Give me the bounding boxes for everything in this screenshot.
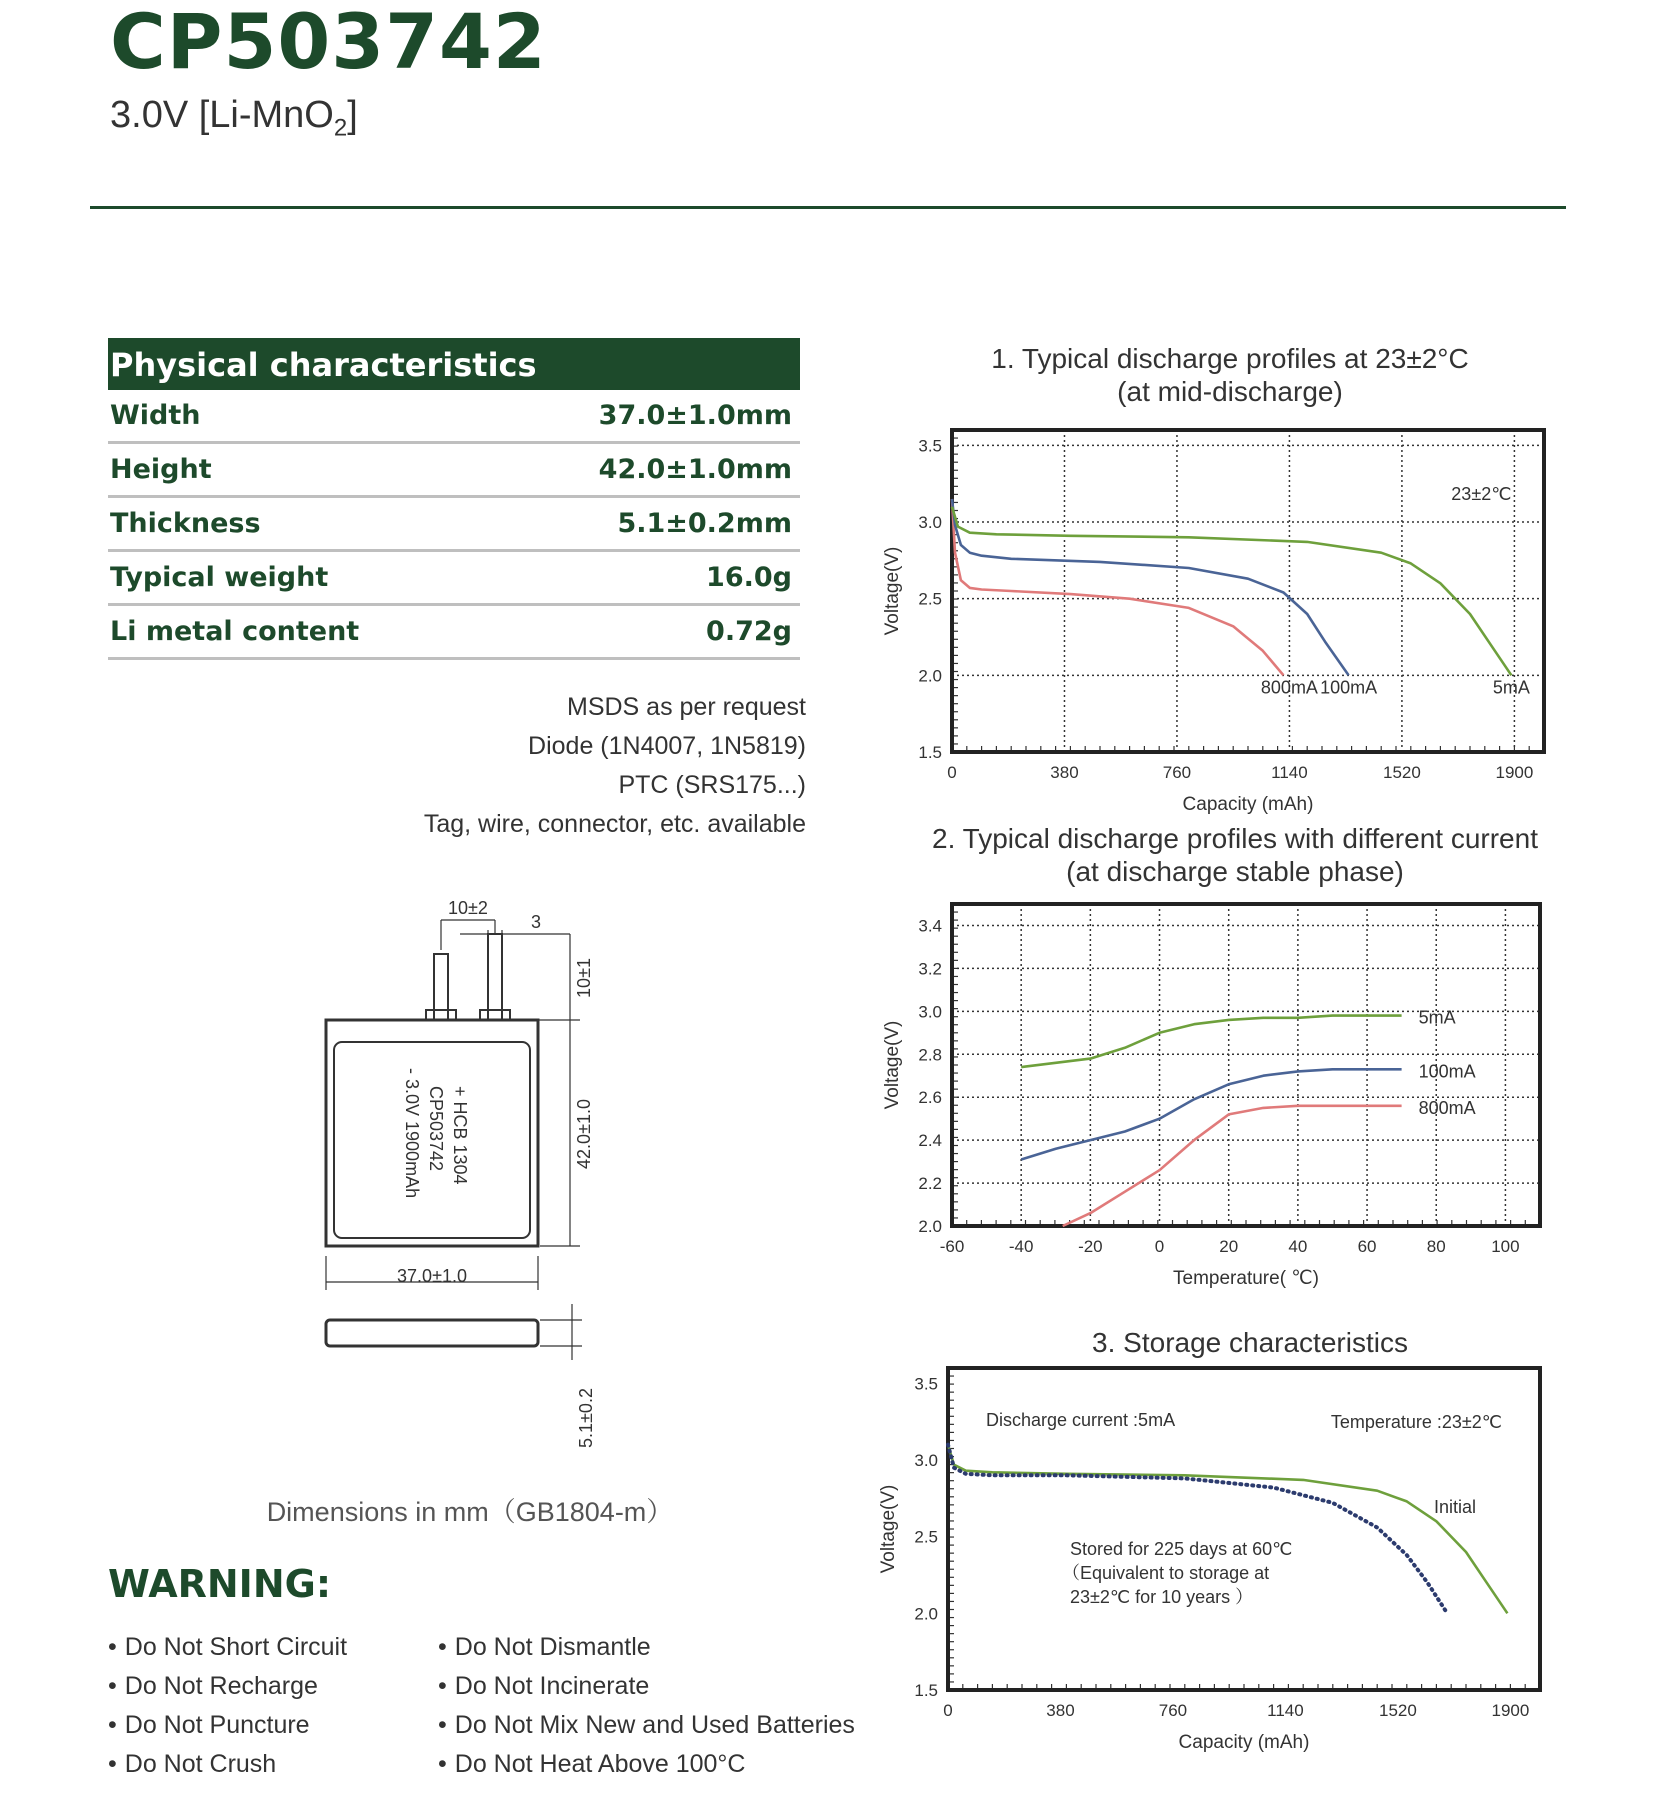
physical-characteristics-table <box>108 338 800 660</box>
y-tick-label: 2.2 <box>918 1174 942 1194</box>
y-tick-label: 2.0 <box>914 1604 938 1624</box>
y-tick-label: 2.8 <box>918 1045 942 1065</box>
y-tick-label: 3.4 <box>918 916 942 936</box>
cell-side-view <box>326 1320 538 1346</box>
x-axis-label: Capacity (mAh) <box>1182 794 1314 815</box>
warning-title: WARNING: <box>108 1562 332 1606</box>
x-tick-label: 1140 <box>1271 763 1308 782</box>
list-item: • Do Not Heat Above 100°C <box>438 1745 855 1784</box>
note-line: PTC (SRS175...) <box>618 771 806 799</box>
table-row <box>108 444 800 498</box>
x-tick-label: 0 <box>1154 1237 1165 1256</box>
annotation-initial: Initial <box>1433 1497 1476 1517</box>
y-tick-label: 2.6 <box>918 1088 942 1108</box>
y-tick-label: 3.5 <box>918 436 942 456</box>
product-title: CP503742 <box>110 0 547 86</box>
y-tick-label: 1.5 <box>918 743 942 762</box>
note-line: Tag, wire, connector, etc. available <box>423 810 806 838</box>
x-tick-label: 20 <box>1219 1237 1239 1256</box>
y-tick-label: 2.5 <box>914 1527 938 1547</box>
chart3-title-block <box>950 1326 1550 1359</box>
row-value: 42.0±1.0mm <box>598 454 792 485</box>
chart3-title: 3. Storage characteristics <box>1092 1327 1408 1358</box>
chart1-title: 1. Typical discharge profiles at 23±2°C <box>991 343 1469 374</box>
x-tick-label: 380 <box>1050 763 1079 782</box>
note-line: Diode (1N4007, 1N5819) <box>528 732 806 760</box>
list-item: • Do Not Recharge <box>108 1667 347 1706</box>
warning-list-1 <box>108 1628 347 1784</box>
x-tick-label: -40 <box>1008 1237 1034 1256</box>
series-label: 5mA <box>1492 677 1530 698</box>
y-tick-label: 3.2 <box>918 959 942 979</box>
series-label: 100mA <box>1320 677 1378 698</box>
dim-height: 42.0±1.0 <box>574 1099 594 1169</box>
x-tick-label: 0 <box>943 1701 953 1720</box>
annotation-equivalent: （Equivalent to storage at <box>1062 1563 1270 1583</box>
y-tick-label: 2.0 <box>918 1217 942 1236</box>
chart1-subtitle: (at mid-discharge) <box>1117 376 1343 407</box>
dimension-drawing <box>300 890 600 1480</box>
y-axis-label: Voltage(V) <box>878 1484 899 1574</box>
list-item: • Do Not Dismantle <box>438 1628 855 1667</box>
warning-list-2 <box>438 1628 855 1784</box>
chart2-title: 2. Typical discharge profiles with different current <box>932 823 1538 854</box>
dimensions-caption: Dimensions in mm（GB1804-m） <box>266 1497 674 1527</box>
dim-tab-length: 10±1 <box>574 958 594 998</box>
x-tick-label: 40 <box>1288 1237 1308 1256</box>
x-tick-label: -20 <box>1078 1237 1103 1256</box>
cell-label-line3: - 3.0V 1900mAh <box>402 1068 422 1199</box>
subtitle-end: ] <box>347 94 358 136</box>
series-line <box>948 1445 1445 1611</box>
x-tick-label: 0 <box>947 763 957 782</box>
y-tick-label: 3.0 <box>918 513 942 532</box>
series-label: 100mA <box>1418 1061 1476 1082</box>
row-label: Typical weight <box>110 562 329 593</box>
annotation-stored: Stored for 225 days at 60℃ <box>1070 1539 1293 1559</box>
row-label: Height <box>110 454 212 485</box>
list-item: • Do Not Puncture <box>108 1706 347 1745</box>
dim-thickness: 5.1±0.2 <box>576 1388 596 1448</box>
annotation-current: Discharge current :5mA <box>986 1410 1176 1430</box>
y-tick-label: 1.5 <box>914 1681 938 1700</box>
tab-positive <box>488 934 502 1020</box>
table-row <box>108 390 800 444</box>
dim-tab-spacing: 10±2 <box>448 898 488 918</box>
options-notes <box>360 688 806 844</box>
series-line <box>1063 1106 1402 1226</box>
x-tick-label: 760 <box>1162 763 1192 782</box>
table-row <box>108 552 800 606</box>
list-item: • Do Not Short Circuit <box>108 1628 347 1667</box>
cell-label-line2: CP503742 <box>426 1086 446 1172</box>
plot-frame <box>952 430 1544 752</box>
row-label: Thickness <box>110 508 261 539</box>
row-value: 37.0±1.0mm <box>598 400 792 431</box>
series-line <box>952 499 1284 675</box>
series-label: 5mA <box>1418 1007 1456 1028</box>
row-label: Width <box>110 400 201 431</box>
table-row <box>108 606 800 660</box>
x-tick-label: 1520 <box>1379 1701 1417 1720</box>
row-value: 0.72g <box>706 616 792 647</box>
y-tick-label: 3.0 <box>914 1451 938 1470</box>
dim-width: 37.0±1.0 <box>397 1266 467 1286</box>
x-tick-label: 100 <box>1491 1237 1520 1256</box>
chart2-title-block <box>920 822 1550 888</box>
y-axis-label: Voltage(V) <box>882 1020 903 1110</box>
list-item: • Do Not Mix New and Used Batteries <box>438 1706 855 1745</box>
chart2-subtitle: (at discharge stable phase) <box>1066 856 1404 887</box>
y-tick-label: 2.4 <box>918 1131 942 1151</box>
series-line <box>1021 1069 1401 1159</box>
x-tick-label: 80 <box>1426 1237 1446 1256</box>
y-tick-label: 2.0 <box>918 666 942 686</box>
chart3-storage <box>860 1360 1560 1760</box>
physical-heading: Physical characteristics <box>108 338 800 390</box>
series-line <box>1021 1016 1401 1068</box>
series-label: 800mA <box>1418 1097 1476 1118</box>
row-label: Li metal content <box>110 616 360 647</box>
x-tick-label: 1900 <box>1495 763 1534 782</box>
x-tick-label: 380 <box>1046 1701 1075 1720</box>
y-tick-label: 3.0 <box>918 1002 942 1022</box>
annotation-temperature: Temperature :23±2℃ <box>1330 1412 1502 1432</box>
x-tick-label: 760 <box>1158 1701 1188 1720</box>
list-item: • Do Not Incinerate <box>438 1667 855 1706</box>
x-tick-label: 1520 <box>1383 763 1421 782</box>
cell-label-line1: + HCB 1304 <box>450 1086 470 1185</box>
list-item: • Do Not Crush <box>108 1745 347 1784</box>
row-value: 16.0g <box>706 562 792 593</box>
chart1-title-block <box>930 342 1530 408</box>
x-axis-label: Capacity (mAh) <box>1178 1732 1310 1753</box>
x-axis-label: Temperature( ℃) <box>1173 1268 1319 1289</box>
chart1-annotation: 23±2℃ <box>1451 484 1512 504</box>
product-subtitle <box>110 92 358 152</box>
x-tick-label: -60 <box>939 1237 965 1256</box>
y-axis-label: Voltage(V) <box>882 546 903 636</box>
dim-tab-width: 3 <box>530 912 542 932</box>
row-value: 5.1±0.2mm <box>617 508 792 539</box>
chart2-temperature-profile <box>860 890 1560 1290</box>
y-tick-label: 3.5 <box>914 1374 938 1394</box>
subtitle-main: 3.0V [Li-MnO <box>110 94 334 136</box>
x-tick-label: 60 <box>1357 1237 1377 1256</box>
header-divider <box>90 206 1566 209</box>
x-tick-label: 1900 <box>1491 1701 1530 1720</box>
series-label: 800mA <box>1260 677 1318 698</box>
chart1-discharge-profile <box>860 420 1560 820</box>
note-line: MSDS as per request <box>567 693 806 721</box>
table-row <box>108 498 800 552</box>
annotation-years: 23±2℃ for 10 years ） <box>1070 1587 1254 1607</box>
y-tick-label: 2.5 <box>918 589 942 609</box>
x-tick-label: 1140 <box>1267 1701 1304 1720</box>
subtitle-sub: 2 <box>333 114 348 142</box>
